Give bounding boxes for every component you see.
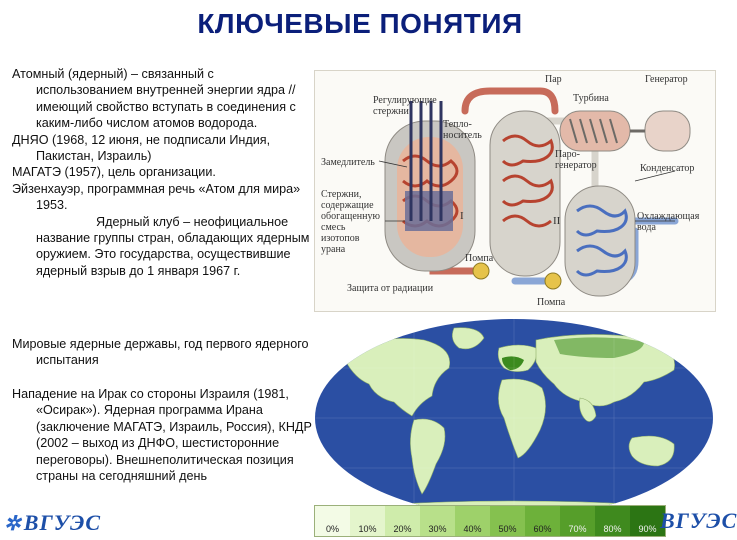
generator (630, 111, 690, 151)
label-cooling-water: Охлаждающая вода (637, 211, 700, 233)
turbine (560, 111, 630, 151)
legend-cell (420, 506, 455, 536)
label-pump-1: Помпа (465, 253, 494, 264)
atomic-definition: Атомный (ядерный) – связанный с использованием внутренней энергии ядра // имеющий свойство вступать в соединения с каким-либо числом атомов водорода. (12, 67, 296, 131)
legend-label: 70% (568, 524, 587, 534)
definitions-block (12, 66, 312, 279)
legend-label: 40% (463, 524, 482, 534)
npt-note: ДНЯО (1968, 12 июня, не подписали Индия, Пакистан, Израиль) (12, 132, 271, 164)
legend-label: 50% (498, 524, 517, 534)
label-coolant: Тепло-носитель (443, 119, 482, 141)
logo-text: ВГУЭС (23, 510, 102, 535)
label-generator: Генератор (645, 74, 688, 85)
university-logo-left (4, 510, 101, 536)
pump-icon (473, 263, 489, 279)
legend-cell (455, 506, 490, 536)
label-loop-2: II (553, 215, 561, 227)
label-turbine: Турбина (573, 93, 609, 104)
logo-text: ВГУЭС (660, 508, 737, 533)
iaea-note: МАГАТЭ (1957), цель организации. (12, 165, 216, 180)
world-map (314, 318, 714, 518)
iraq-iran-text: Нападение на Ирак со стороны Израиля (1981, «Осирак»). Ядерная программа Ирана (заключение МАГАТЭ, Израиль, Россия), КНДР (2002 – выход из ДНФО, шестисторонние переговоры). Внешнеполитическая позиция страны на сегодняшний день (12, 387, 312, 484)
legend-label: 10% (358, 524, 377, 534)
label-loop-1: I (460, 210, 464, 222)
legend-cell (490, 506, 525, 536)
legend-label: 90% (638, 524, 657, 534)
nuclear-powers-text: Мировые ядерные державы, год первого ядерного испытания (12, 337, 309, 368)
steam-generator (490, 111, 560, 276)
legend-label: 60% (533, 524, 552, 534)
slide-title: КЛЮЧЕВЫЕ ПОНЯТИЯ (197, 8, 523, 39)
condenser (565, 186, 635, 296)
label-condenser: Конденсатор (640, 163, 695, 174)
map-legend (314, 505, 666, 537)
university-logo-right (660, 508, 737, 534)
legend-label: 0% (325, 524, 339, 534)
iraq-iran-block (12, 386, 312, 484)
logo-mark-icon: ✲ (4, 513, 22, 535)
reactor-diagram (314, 70, 716, 312)
legend-label: 80% (603, 524, 622, 534)
pump-icon (545, 273, 561, 289)
label-steam: Пар (545, 74, 562, 85)
legend-cell (315, 506, 350, 536)
legend-label: 30% (428, 524, 447, 534)
label-moderator: Замедлитель (321, 157, 375, 168)
legend-cell (525, 506, 560, 536)
label-fuel-rods: Стержни, содержащие обогащенную смесь изотопов урана (321, 189, 380, 255)
world-map-svg (314, 318, 714, 518)
label-steam-generator: Паро-генератор (555, 149, 597, 171)
legend-cell (350, 506, 385, 536)
legend-cell (560, 506, 595, 536)
legend-cell (595, 506, 630, 536)
label-pump-2: Помпа (537, 297, 566, 308)
legend-cell (385, 506, 420, 536)
label-control-rods: Регулирующие стержни (373, 95, 437, 117)
label-shield: Защита от радиации (347, 283, 434, 294)
legend-label: 20% (393, 524, 412, 534)
eisenhower-note: Эйзенхауэр, программная речь «Атом для мира» 1953. (12, 181, 301, 213)
nuclear-powers-caption (12, 336, 312, 369)
nuclear-club-definition: Ядерный клуб – неофициальное название группы стран, обладающих ядерным оружием. Это государства, осуществившие ядерный взрыв до 1 января 1967 г. (36, 214, 310, 278)
